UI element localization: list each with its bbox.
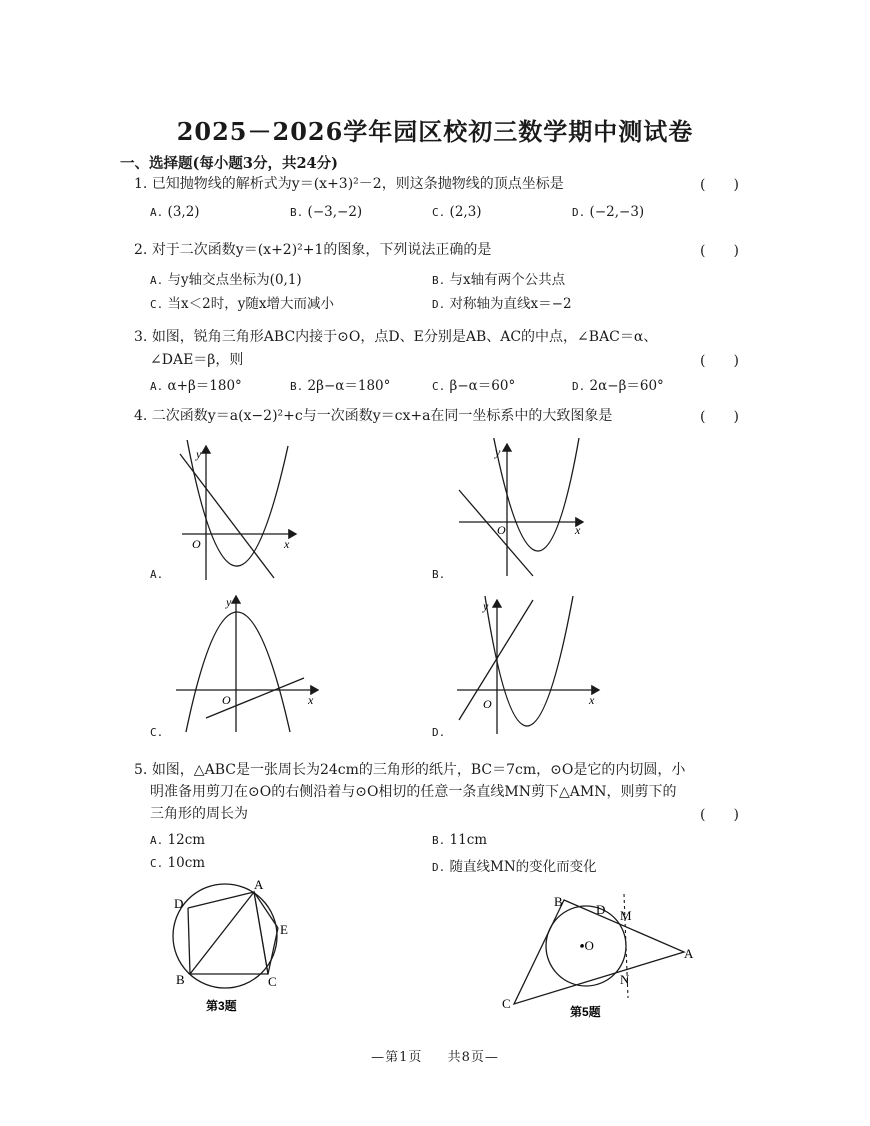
point-label: D [174,896,184,911]
option-c [432,204,482,220]
parabola [485,596,573,726]
option-label: D. [432,298,446,311]
question-3 [134,327,657,347]
option-label: C. [150,298,164,311]
answer-paren: ( ) [700,409,739,425]
line [206,678,304,718]
question-number: 1. [134,176,148,192]
origin-label: O [483,697,492,711]
x-axis-label: x [575,523,581,537]
option-text: 对称轴为直线x＝−2 [449,296,572,312]
point-label: B [554,894,563,909]
x-axis-label: x [308,693,314,707]
graph-option-d [455,596,605,736]
option-text: (3,2) [167,204,200,220]
option-text: (2,3) [449,204,482,220]
option-text: β−α＝60° [449,378,516,394]
question-number: 2. [134,242,148,258]
parabola [186,612,290,732]
option-a [150,566,163,582]
question-2 [134,240,491,260]
question-number: 5. [134,762,148,778]
point-label: A [684,946,694,961]
chord-ec [268,928,278,974]
graph-option-b [455,438,595,580]
figure-question-5 [496,890,706,1022]
graph-option-c [172,592,322,734]
option-label: B. [290,206,304,219]
point-label: C [268,974,277,989]
question-5 [134,760,685,780]
option-a [150,374,242,394]
option-b [432,268,565,288]
question-text: 如图，锐角三角形ABC内接于⊙O，点D、E分别是AB、AC的中点，∠BAC＝α、 [151,329,658,345]
origin-label: O [497,523,506,537]
page-total: 共8页— [447,1050,499,1065]
figure-question-3 [160,876,300,1016]
option-text: α+β＝180° [167,378,242,394]
option-d [432,724,445,740]
page-number: —第1页 [371,1050,423,1065]
question-3-line-2: ∠DAE＝β，则 [150,352,244,368]
option-label: B. [432,834,446,847]
option-label: C. [150,726,164,739]
question-text: 已知抛物线的解析式为y＝(x+3)²－2，则这条抛物线的顶点坐标是 [151,176,564,192]
option-label: C. [432,206,446,219]
x-axis-label: x [589,693,595,707]
question-text: 如图，△ABC是一张周长为24cm的三角形的纸片，BC＝7cm，⊙O是它的内切圆，小 [151,762,686,778]
option-label: D. [432,726,446,739]
option-text: 与x轴有两个公共点 [449,272,566,288]
option-a [150,832,205,848]
option-text: (−3,−2) [307,204,363,220]
option-text: (−2,−3) [589,204,645,220]
option-text: 随直线MN的变化而变化 [449,859,597,875]
question-number: 4. [134,408,148,424]
point-label: D [596,902,606,917]
section-heading: 一、选择题(每小题3分，共24分) [120,155,338,172]
option-text: 11cm [449,832,488,848]
option-d [572,374,664,394]
point-label: N [620,972,630,987]
option-b [432,832,487,848]
option-text: 12cm [167,832,206,848]
option-label: A. [150,380,164,393]
figure-caption: 第5题 [570,1005,601,1019]
question-text: 对于二次函数y＝(x+2)²+1的图象，下列说法正确的是 [151,242,492,258]
question-text: 二次函数y＝a(x−2)²+c与一次函数y＝cx+a在同一坐标系中的大致图象是 [151,408,613,424]
page-footer [0,1046,870,1065]
y-axis-label: y [226,595,232,609]
question-5-line-2: 明准备用剪刀在⊙O的右侧沿着与⊙O相切的任意一条直线MN剪下△AMN，则剪下的 [150,784,677,800]
x-axis-label: x [284,537,290,551]
parabola [493,438,579,551]
line [180,454,274,578]
answer-paren: ( ) [700,807,739,823]
option-c [432,374,515,394]
answer-paren: ( ) [700,353,739,369]
question-number: 3. [134,329,148,345]
point-label: E [280,922,288,937]
question-1 [134,174,564,194]
option-b [290,204,362,220]
line [459,490,533,576]
point-label: M [620,908,632,923]
option-label: B. [432,274,446,287]
option-d [432,855,597,875]
option-label: D. [572,380,586,393]
option-b [290,374,390,394]
option-text: 10cm [167,855,206,871]
option-label: B. [432,568,446,581]
option-text: 2α−β＝60° [589,378,664,394]
question-4 [134,406,612,426]
option-d [572,204,644,220]
option-label: D. [432,861,446,874]
option-a [150,204,200,220]
option-c [150,292,334,312]
y-axis-label: y [196,447,202,461]
page-title: 2025－2026学年园区校初三数学期中测试卷 [176,117,694,146]
option-label: D. [572,206,586,219]
origin-label: O [192,537,201,551]
answer-paren: ( ) [700,177,739,193]
point-label: C [502,996,511,1011]
line [459,600,533,720]
option-label: A. [150,206,164,219]
point-label: B [176,972,185,987]
option-label: A. [150,834,164,847]
option-text: 2β−α＝180° [307,378,391,394]
option-c [150,855,205,871]
origin-label: O [222,693,231,707]
option-label: C. [432,380,446,393]
point-label: •O [580,938,594,953]
option-d [432,292,572,312]
option-label: C. [150,857,164,870]
option-text: 与y轴交点坐标为(0,1) [167,272,302,288]
option-text: 当x＜2时，y随x增大而减小 [167,296,334,312]
graph-option-a [170,440,310,582]
option-a [150,268,302,288]
option-c [150,724,163,740]
option-b [432,566,445,582]
option-label: B. [290,380,304,393]
option-label: A. [150,568,164,581]
chord-db [188,908,190,974]
figure-caption: 第3题 [206,999,237,1013]
question-5-line-3: 三角形的周长为 [150,806,248,822]
answer-paren: ( ) [700,243,739,259]
y-axis-label: y [495,445,501,459]
option-label: A. [150,274,164,287]
y-axis-label: y [483,599,489,613]
chords-ad-ae [188,892,278,928]
point-label: A [254,877,264,892]
